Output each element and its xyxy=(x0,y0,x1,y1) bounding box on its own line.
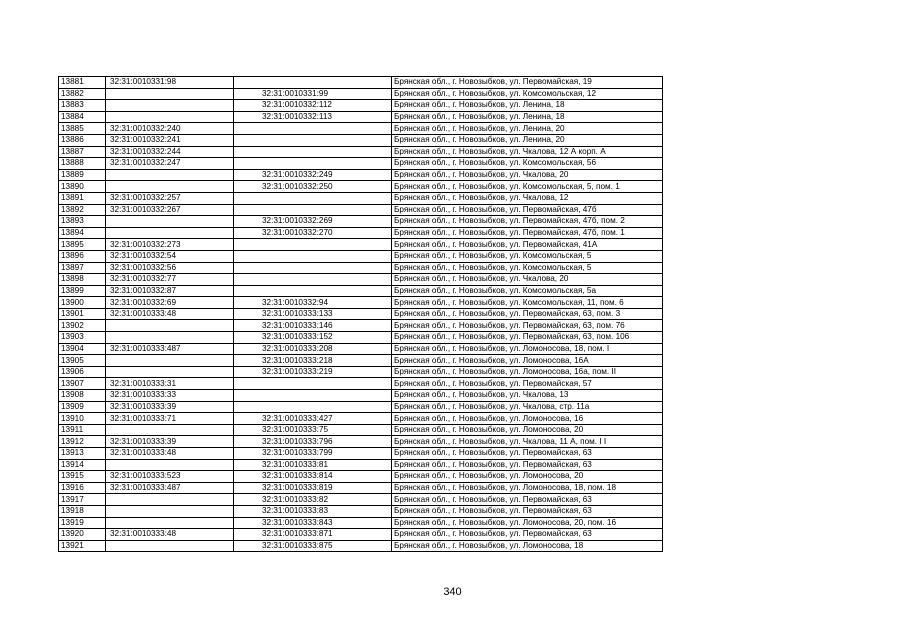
linked-cadastral-number-cell xyxy=(234,390,392,402)
address-cell: Брянская обл., г. Новозыбков, ул. Ломоносова, 18 xyxy=(392,540,663,552)
row-number-cell: 13921 xyxy=(59,540,106,552)
cadastral-number-cell: 32:31:0010333:39 xyxy=(106,436,234,448)
address-cell: Брянская обл., г. Новозыбков, ул. Первомайская, 57 xyxy=(392,378,663,390)
row-number-cell: 13915 xyxy=(59,471,106,483)
row-number-cell: 13889 xyxy=(59,169,106,181)
table-row xyxy=(59,77,663,89)
row-number-cell: 13916 xyxy=(59,482,106,494)
table-row xyxy=(59,494,663,506)
cadastral-number-cell xyxy=(106,216,234,228)
row-number-cell: 13899 xyxy=(59,285,106,297)
cadastral-number-cell: 32:31:0010333:48 xyxy=(106,529,234,541)
row-number-cell: 13891 xyxy=(59,192,106,204)
table-row xyxy=(59,320,663,332)
cadastral-table xyxy=(58,76,663,552)
table-row xyxy=(59,181,663,193)
linked-cadastral-number-cell: 32:31:0010332:94 xyxy=(234,297,392,309)
address-cell: Брянская обл., г. Новозыбков, ул. Ломоносова, 16а, пом. II xyxy=(392,366,663,378)
linked-cadastral-number-cell: 32:31:0010332:249 xyxy=(234,169,392,181)
linked-cadastral-number-cell: 32:31:0010333:871 xyxy=(234,529,392,541)
cadastral-number-cell: 32:31:0010332:273 xyxy=(106,239,234,251)
row-number-cell: 13914 xyxy=(59,459,106,471)
linked-cadastral-number-cell xyxy=(234,158,392,170)
linked-cadastral-number-cell: 32:31:0010333:819 xyxy=(234,482,392,494)
table-row xyxy=(59,343,663,355)
address-cell: Брянская обл., г. Новозыбков, ул. Первомайская, 47б xyxy=(392,204,663,216)
address-cell: Брянская обл., г. Новозыбков, ул. Первомайская, 63 xyxy=(392,529,663,541)
row-number-cell: 13919 xyxy=(59,517,106,529)
address-cell: Брянская обл., г. Новозыбков, ул. Ломоносова, 16 xyxy=(392,413,663,425)
cadastral-number-cell: 32:31:0010331:98 xyxy=(106,77,234,89)
linked-cadastral-number-cell: 32:31:0010333:219 xyxy=(234,366,392,378)
linked-cadastral-number-cell: 32:31:0010333:83 xyxy=(234,505,392,517)
table-row xyxy=(59,390,663,402)
linked-cadastral-number-cell: 32:31:0010333:133 xyxy=(234,308,392,320)
linked-cadastral-number-cell xyxy=(234,274,392,286)
table-row xyxy=(59,158,663,170)
address-cell: Брянская обл., г. Новозыбков, ул. Комсомольская, 11, пом. 6 xyxy=(392,297,663,309)
linked-cadastral-number-cell: 32:31:0010332:250 xyxy=(234,181,392,193)
row-number-cell: 13918 xyxy=(59,505,106,517)
table-row xyxy=(59,227,663,239)
linked-cadastral-number-cell: 32:31:0010333:427 xyxy=(234,413,392,425)
row-number-cell: 13888 xyxy=(59,158,106,170)
linked-cadastral-number-cell: 32:31:0010333:81 xyxy=(234,459,392,471)
cadastral-number-cell xyxy=(106,227,234,239)
table-row xyxy=(59,239,663,251)
address-cell: Брянская обл., г. Новозыбков, ул. Первомайская, 19 xyxy=(392,77,663,89)
linked-cadastral-number-cell: 32:31:0010333:796 xyxy=(234,436,392,448)
address-cell: Брянская обл., г. Новозыбков, ул. Комсомольская, 12 xyxy=(392,88,663,100)
row-number-cell: 13894 xyxy=(59,227,106,239)
table-row xyxy=(59,540,663,552)
table-row xyxy=(59,250,663,262)
row-number-cell: 13920 xyxy=(59,529,106,541)
address-cell: Брянская обл., г. Новозыбков, ул. Первомайская, 63, пом. 3 xyxy=(392,308,663,320)
row-number-cell: 13887 xyxy=(59,146,106,158)
row-number-cell: 13911 xyxy=(59,424,106,436)
linked-cadastral-number-cell xyxy=(234,134,392,146)
linked-cadastral-number-cell xyxy=(234,262,392,274)
row-number-cell: 13908 xyxy=(59,390,106,402)
linked-cadastral-number-cell xyxy=(234,192,392,204)
cadastral-number-cell: 32:31:0010333:48 xyxy=(106,308,234,320)
linked-cadastral-number-cell xyxy=(234,401,392,413)
row-number-cell: 13886 xyxy=(59,134,106,146)
address-cell: Брянская обл., г. Новозыбков, ул. Ломоносова, 18, пом. I xyxy=(392,343,663,355)
cadastral-number-cell: 32:31:0010332:77 xyxy=(106,274,234,286)
table-row xyxy=(59,413,663,425)
row-number-cell: 13897 xyxy=(59,262,106,274)
address-cell: Брянская обл., г. Новозыбков, ул. Первомайская, 63 xyxy=(392,505,663,517)
linked-cadastral-number-cell xyxy=(234,204,392,216)
row-number-cell: 13884 xyxy=(59,111,106,123)
cadastral-number-cell xyxy=(106,494,234,506)
row-number-cell: 13906 xyxy=(59,366,106,378)
table-row xyxy=(59,436,663,448)
row-number-cell: 13900 xyxy=(59,297,106,309)
cadastral-number-cell: 32:31:0010332:240 xyxy=(106,123,234,135)
table-row xyxy=(59,366,663,378)
table-body xyxy=(59,77,663,552)
row-number-cell: 13904 xyxy=(59,343,106,355)
cadastral-number-cell: 32:31:0010332:247 xyxy=(106,158,234,170)
row-number-cell: 13905 xyxy=(59,355,106,367)
linked-cadastral-number-cell xyxy=(234,146,392,158)
address-cell: Брянская обл., г. Новозыбков, ул. Первомайская, 63, пом. 106 xyxy=(392,332,663,344)
table-row xyxy=(59,88,663,100)
linked-cadastral-number-cell xyxy=(234,378,392,390)
linked-cadastral-number-cell: 32:31:0010333:75 xyxy=(234,424,392,436)
address-cell: Брянская обл., г. Новозыбков, ул. Ленина, 20 xyxy=(392,123,663,135)
table-row xyxy=(59,332,663,344)
address-cell: Брянская обл., г. Новозыбков, ул. Первомайская, 63 xyxy=(392,459,663,471)
linked-cadastral-number-cell xyxy=(234,239,392,251)
linked-cadastral-number-cell: 32:31:0010333:843 xyxy=(234,517,392,529)
cadastral-number-cell: 32:31:0010333:487 xyxy=(106,343,234,355)
address-cell: Брянская обл., г. Новозыбков, ул. Ломоносова, 20, пом. 16 xyxy=(392,517,663,529)
address-cell: Брянская обл., г. Новозыбков, ул. Ломоносова, 20 xyxy=(392,424,663,436)
row-number-cell: 13917 xyxy=(59,494,106,506)
address-cell: Брянская обл., г. Новозыбков, ул. Первомайская, 47б, пом. 1 xyxy=(392,227,663,239)
linked-cadastral-number-cell: 32:31:0010333:152 xyxy=(234,332,392,344)
cadastral-number-cell xyxy=(106,355,234,367)
cadastral-number-cell: 32:31:0010332:267 xyxy=(106,204,234,216)
address-cell: Брянская обл., г. Новозыбков, ул. Ломоносова, 18, пом. 18 xyxy=(392,482,663,494)
cadastral-number-cell: 32:31:0010333:71 xyxy=(106,413,234,425)
cadastral-number-cell: 32:31:0010333:39 xyxy=(106,401,234,413)
table-row xyxy=(59,471,663,483)
table-row xyxy=(59,482,663,494)
cadastral-number-cell xyxy=(106,366,234,378)
table-row xyxy=(59,297,663,309)
linked-cadastral-number-cell xyxy=(234,285,392,297)
linked-cadastral-number-cell: 32:31:0010333:875 xyxy=(234,540,392,552)
cadastral-number-cell xyxy=(106,181,234,193)
cadastral-number-cell: 32:31:0010332:257 xyxy=(106,192,234,204)
address-cell: Брянская обл., г. Новозыбков, ул. Ломоносова, 16А xyxy=(392,355,663,367)
address-cell: Брянская обл., г. Новозыбков, ул. Первомайская, 47б, пом. 2 xyxy=(392,216,663,228)
table-row xyxy=(59,505,663,517)
cadastral-number-cell: 32:31:0010333:31 xyxy=(106,378,234,390)
address-cell: Брянская обл., г. Новозыбков, ул. Ленина, 20 xyxy=(392,134,663,146)
linked-cadastral-number-cell: 32:31:0010332:112 xyxy=(234,100,392,112)
cadastral-number-cell xyxy=(106,100,234,112)
row-number-cell: 13912 xyxy=(59,436,106,448)
linked-cadastral-number-cell: 32:31:0010332:270 xyxy=(234,227,392,239)
row-number-cell: 13903 xyxy=(59,332,106,344)
table-row xyxy=(59,134,663,146)
linked-cadastral-number-cell: 32:31:0010333:82 xyxy=(234,494,392,506)
address-cell: Брянская обл., г. Новозыбков, ул. Чкалова, 20 xyxy=(392,169,663,181)
address-cell: Брянская обл., г. Новозыбков, ул. Комсомольская, 5а xyxy=(392,285,663,297)
cadastral-number-cell: 32:31:0010332:56 xyxy=(106,262,234,274)
table-row xyxy=(59,529,663,541)
cadastral-number-cell xyxy=(106,111,234,123)
table-row xyxy=(59,517,663,529)
cadastral-number-cell xyxy=(106,517,234,529)
linked-cadastral-number-cell xyxy=(234,123,392,135)
cadastral-number-cell xyxy=(106,332,234,344)
row-number-cell: 13913 xyxy=(59,448,106,460)
linked-cadastral-number-cell: 32:31:0010332:269 xyxy=(234,216,392,228)
address-cell: Брянская обл., г. Новозыбков, ул. Ленина, 18 xyxy=(392,100,663,112)
address-cell: Брянская обл., г. Новозыбков, ул. Первомайская, 63 xyxy=(392,494,663,506)
row-number-cell: 13885 xyxy=(59,123,106,135)
table-row xyxy=(59,216,663,228)
linked-cadastral-number-cell: 32:31:0010333:799 xyxy=(234,448,392,460)
table-row xyxy=(59,459,663,471)
row-number-cell: 13890 xyxy=(59,181,106,193)
row-number-cell: 13893 xyxy=(59,216,106,228)
table-row xyxy=(59,169,663,181)
linked-cadastral-number-cell: 32:31:0010333:218 xyxy=(234,355,392,367)
cadastral-number-cell xyxy=(106,424,234,436)
row-number-cell: 13901 xyxy=(59,308,106,320)
address-cell: Брянская обл., г. Новозыбков, ул. Ломоносова, 20 xyxy=(392,471,663,483)
table-row xyxy=(59,378,663,390)
row-number-cell: 13909 xyxy=(59,401,106,413)
address-cell: Брянская обл., г. Новозыбков, ул. Комсомольская, 5 xyxy=(392,262,663,274)
table-row xyxy=(59,123,663,135)
row-number-cell: 13895 xyxy=(59,239,106,251)
cadastral-number-cell: 32:31:0010333:487 xyxy=(106,482,234,494)
table-row xyxy=(59,146,663,158)
linked-cadastral-number-cell xyxy=(234,77,392,89)
cadastral-number-cell: 32:31:0010332:87 xyxy=(106,285,234,297)
cadastral-number-cell xyxy=(106,540,234,552)
table-row xyxy=(59,100,663,112)
table-row xyxy=(59,204,663,216)
cadastral-number-cell: 32:31:0010332:244 xyxy=(106,146,234,158)
table-row xyxy=(59,192,663,204)
cadastral-number-cell: 32:31:0010333:523 xyxy=(106,471,234,483)
table-row xyxy=(59,262,663,274)
cadastral-number-cell xyxy=(106,320,234,332)
linked-cadastral-number-cell: 32:31:0010331:99 xyxy=(234,88,392,100)
linked-cadastral-number-cell xyxy=(234,250,392,262)
table-row xyxy=(59,448,663,460)
cadastral-number-cell: 32:31:0010332:54 xyxy=(106,250,234,262)
address-cell: Брянская обл., г. Новозыбков, ул. Первомайская, 41А xyxy=(392,239,663,251)
address-cell: Брянская обл., г. Новозыбков, ул. Чкалова, 12 А корп. А xyxy=(392,146,663,158)
address-cell: Брянская обл., г. Новозыбков, ул. Ленина, 18 xyxy=(392,111,663,123)
cadastral-number-cell: 32:31:0010332:69 xyxy=(106,297,234,309)
linked-cadastral-number-cell: 32:31:0010333:814 xyxy=(234,471,392,483)
table-row xyxy=(59,285,663,297)
address-cell: Брянская обл., г. Новозыбков, ул. Чкалова, 20 xyxy=(392,274,663,286)
page-number: 340 xyxy=(443,586,462,598)
address-cell: Брянская обл., г. Новозыбков, ул. Комсомольская, 56 xyxy=(392,158,663,170)
cadastral-number-cell: 32:31:0010333:48 xyxy=(106,448,234,460)
cadastral-number-cell: 32:31:0010333:33 xyxy=(106,390,234,402)
address-cell: Брянская обл., г. Новозыбков, ул. Комсомольская, 5 xyxy=(392,250,663,262)
table-row xyxy=(59,111,663,123)
address-cell: Брянская обл., г. Новозыбков, ул. Первомайская, 63 xyxy=(392,448,663,460)
cadastral-number-cell xyxy=(106,169,234,181)
address-cell: Брянская обл., г. Новозыбков, ул. Чкалова, 11 А, пом. I I xyxy=(392,436,663,448)
row-number-cell: 13883 xyxy=(59,100,106,112)
table-row xyxy=(59,274,663,286)
row-number-cell: 13892 xyxy=(59,204,106,216)
row-number-cell: 13902 xyxy=(59,320,106,332)
table-row xyxy=(59,355,663,367)
row-number-cell: 13898 xyxy=(59,274,106,286)
address-cell: Брянская обл., г. Новозыбков, ул. Первомайская, 63, пом. 76 xyxy=(392,320,663,332)
cadastral-number-cell: 32:31:0010332:241 xyxy=(106,134,234,146)
address-cell: Брянская обл., г. Новозыбков, ул. Чкалова, стр. 11а xyxy=(392,401,663,413)
cadastral-number-cell xyxy=(106,88,234,100)
row-number-cell: 13882 xyxy=(59,88,106,100)
linked-cadastral-number-cell: 32:31:0010332:113 xyxy=(234,111,392,123)
row-number-cell: 13896 xyxy=(59,250,106,262)
cadastral-number-cell xyxy=(106,505,234,517)
table-row xyxy=(59,424,663,436)
address-cell: Брянская обл., г. Новозыбков, ул. Чкалова, 12 xyxy=(392,192,663,204)
address-cell: Брянская обл., г. Новозыбков, ул. Комсомольская, 5, пом. 1 xyxy=(392,181,663,193)
row-number-cell: 13881 xyxy=(59,77,106,89)
address-cell: Брянская обл., г. Новозыбков, ул. Чкалова, 13 xyxy=(392,390,663,402)
linked-cadastral-number-cell: 32:31:0010333:208 xyxy=(234,343,392,355)
table-row xyxy=(59,308,663,320)
cadastral-number-cell xyxy=(106,459,234,471)
row-number-cell: 13910 xyxy=(59,413,106,425)
table-row xyxy=(59,401,663,413)
linked-cadastral-number-cell: 32:31:0010333:146 xyxy=(234,320,392,332)
row-number-cell: 13907 xyxy=(59,378,106,390)
